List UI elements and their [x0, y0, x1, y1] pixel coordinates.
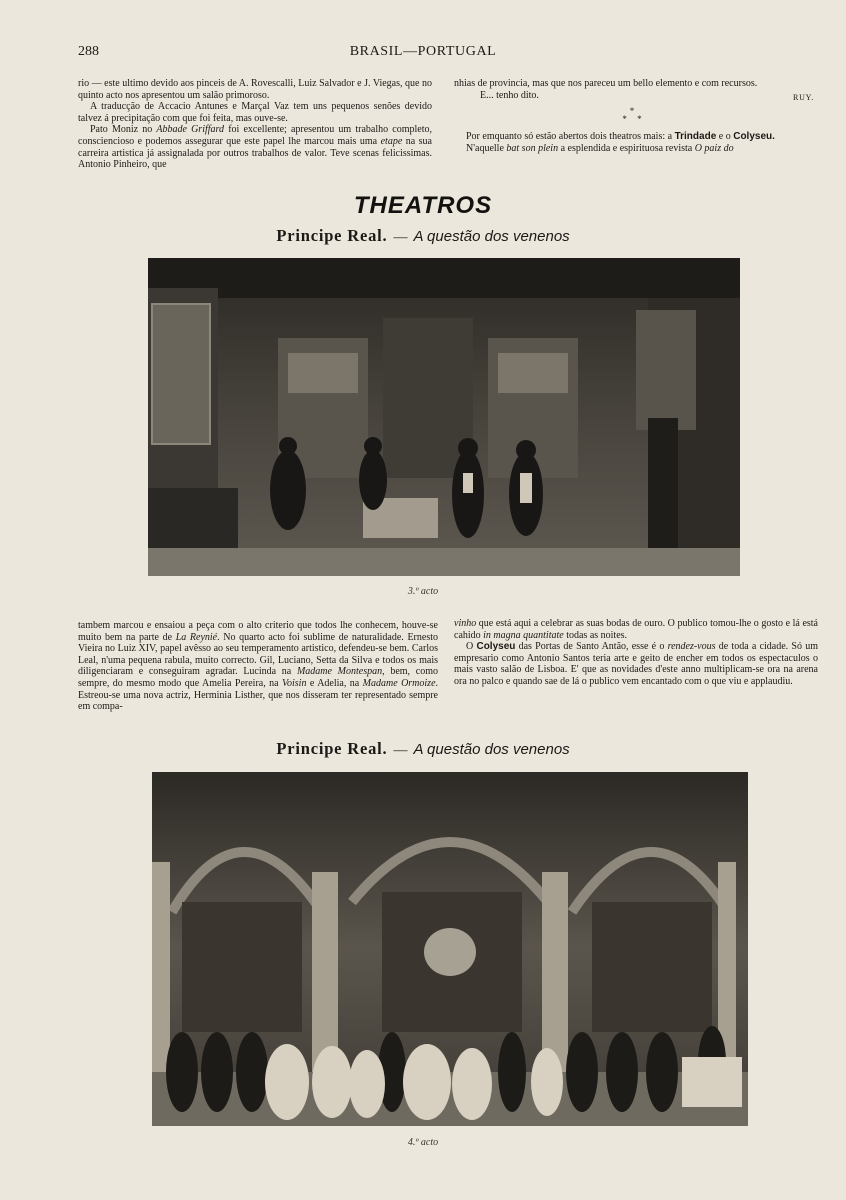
venue-name: Principe Real.	[276, 739, 388, 758]
play-title: A questão dos venenos	[413, 228, 570, 245]
italic-term: bat son plein	[506, 142, 559, 154]
mid-right-column	[454, 618, 818, 688]
top-right-column	[454, 78, 814, 154]
paragraph: Por emquanto só estão abertos dois theatros mais: a Trindade e o Colyseu.	[466, 131, 775, 143]
photo-caption: 3.º acto	[407, 586, 439, 597]
page-header	[78, 44, 768, 62]
play-title: A questão dos venenos	[413, 741, 570, 758]
page-number: 288	[78, 44, 99, 59]
paragraph: tambem marcou e ensaiou a peça com o alto criterio que todos lhe conhecem, houve-se muito bem na parte de La Reynié. No quarto acto foi sublime de naturalidade. Ernesto Vieira no Luiz XIV, papel avêsso ao seu temperamento artistico, defendeu-se bem. Carlos Leal, n'uma pequena rabula, muito correcto. Gil, Luciano, Setta da Silva e todos os mais diligenciaram e conseguiram agradar. Lucinda na Madame Montespan, bem, como sempre, do mesmo modo que Amelia Pereira, na Voisin e Adelia, na Madame Ormoize. Estreou-se uma nova actriz, Herminia Listher, que nos disseram ter representado sempre em compa-	[78, 620, 439, 713]
asterism-divider: * * *	[622, 106, 646, 125]
italic-term: etape	[380, 135, 403, 147]
italic-term: La Reynié	[175, 631, 218, 643]
photo-heading-1: Principe Real. — A questão dos venenos	[276, 226, 570, 245]
stage-photo-act-3	[148, 258, 740, 576]
paragraph: nhias de provincia, mas que nos pareceu um bello elemento e com recursos.	[454, 78, 758, 89]
theatre-name: Colyseu.	[733, 131, 775, 143]
signature-line	[454, 90, 814, 104]
running-title: BRASIL—PORTUGAL	[349, 44, 497, 59]
italic-term: Voisin	[282, 677, 307, 689]
stage-photo-act-4	[152, 772, 748, 1126]
italic-term: in magna quantitate	[483, 629, 564, 641]
photo-heading-2: Principe Real. — A questão dos venenos	[276, 739, 570, 758]
mid-left-column	[78, 620, 438, 713]
italic-term: O paiz do	[694, 142, 734, 154]
italic-term: Abbade Griffard	[156, 124, 225, 136]
paragraph: N'aquelle bat son plein a esplendida e espirituosa revista O paiz do	[466, 142, 734, 154]
venue-name: Principe Real.	[276, 226, 388, 245]
theatre-name: Trindade	[674, 131, 717, 143]
theatre-name: Colyseu	[476, 641, 516, 653]
photo-caption: 4.º acto	[407, 1137, 439, 1148]
closing-remark: E... tenho dito.	[480, 89, 539, 101]
italic-term: vinho	[454, 618, 477, 629]
paragraph: Pato Moniz no Abbade Griffard foi excellente; apresentou um trabalho completo, consciencioso e podemos assegurar que este papel lhe marcou mais uma etape na sua carreira artistica já assignalada por outros trabalhos de valor. Teve scenas felicissimas. Antonio Pinheiro, que	[78, 124, 433, 171]
paragraph: rio — este ultimo devido aos pinceis de A. Rovescalli, Luiz Salvador e J. Viegas, que no quinto acto nos apresentou um salão primoroso.	[78, 78, 432, 101]
italic-term: Madame Ormoize	[362, 677, 436, 689]
author-signature: RUY.	[792, 92, 814, 102]
paragraph: O Colyseu das Portas de Santo Antão, esse é o rendez-vous de toda a cidade. Só um empresario como Antonio Santos teria arte e geito de encher em todos os espectaculos o mais vasto salão de Lisboa. E' que as novidades d'este anno multiplicam-se ora na arena ora no palco e quando sae de lá o publico vem encantado com o que viu e applaudiu.	[454, 641, 818, 687]
italic-term: rendez-vous	[667, 641, 716, 653]
italic-term: Madame Montespan	[296, 666, 383, 678]
top-left-column	[78, 78, 432, 171]
paragraph: vinho que está aqui a celebrar as suas bodas de ouro. O publico tomou-lhe o gosto e lá está cahido in magna quantitate todas as noites.	[454, 618, 818, 641]
section-title: THEATROS	[353, 192, 493, 219]
paragraph: A traducção de Accacio Antunes e Marçal Vaz tem uns pequenos senões devido talvez á precipitação com que foi feita, mas ouve-se.	[78, 101, 432, 124]
